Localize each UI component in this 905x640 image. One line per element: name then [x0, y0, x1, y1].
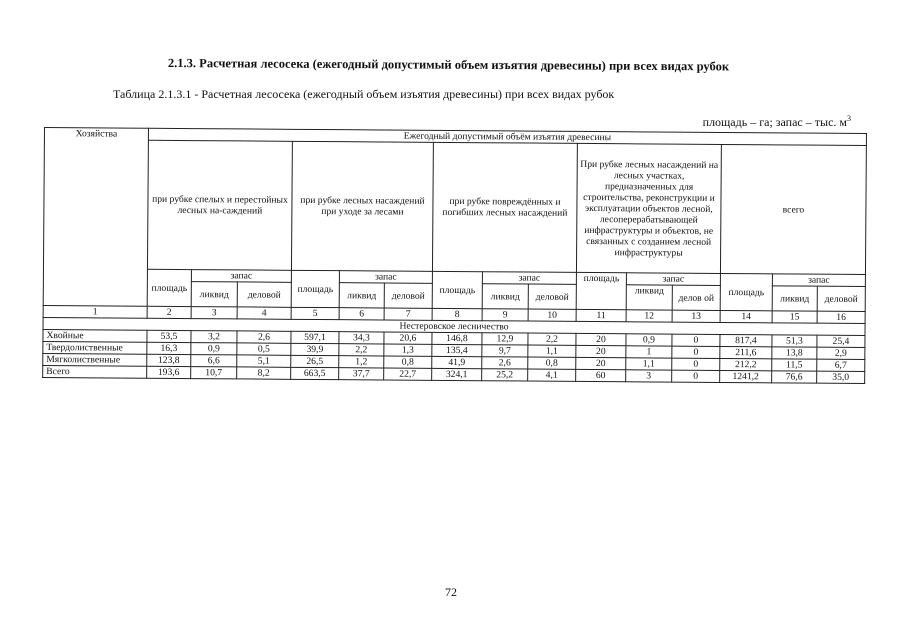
header-stock: запас — [626, 273, 720, 286]
header-liquid: ликвид — [626, 285, 672, 310]
column-number: 10 — [528, 309, 576, 321]
table-cell: 26,5 — [291, 355, 339, 367]
table-cell: 1,1 — [626, 358, 672, 370]
row-label: Мягколиственные — [43, 353, 147, 366]
row-label: Твердолиственные — [43, 341, 147, 354]
table-cell: 76,6 — [772, 371, 817, 383]
column-number: 15 — [772, 311, 817, 323]
table-cell: 0 — [672, 334, 720, 346]
table-cell: 212,2 — [720, 358, 772, 370]
table-cell: 10,7 — [191, 367, 237, 379]
table-cell: 35,0 — [817, 371, 865, 383]
page-number: 72 — [445, 585, 457, 599]
table-cell: 34,3 — [339, 332, 384, 344]
table-cell: 16,3 — [147, 342, 191, 354]
column-number: 6 — [339, 308, 384, 320]
table-cell: 193,6 — [147, 366, 191, 378]
table-cell: 3 — [626, 370, 672, 382]
table-cell: 0,8 — [384, 356, 432, 368]
header-business: делов ой — [672, 285, 720, 310]
table-cell: 135,4 — [432, 344, 482, 356]
table-cell: 13,8 — [772, 347, 817, 359]
table-cell: 1,2 — [339, 356, 384, 368]
table-cell: 0,5 — [237, 343, 291, 355]
table-cell: 20 — [576, 357, 626, 369]
header-business: деловой — [237, 282, 291, 307]
table-cell: 8,2 — [237, 367, 291, 379]
table-cell: 6,6 — [191, 355, 237, 367]
table-cell: 2,2 — [339, 344, 384, 356]
table-cell: 324,1 — [432, 368, 482, 380]
table-cell: 20 — [576, 345, 626, 357]
column-number: 8 — [432, 308, 482, 320]
table-cell: 597,1 — [291, 331, 339, 343]
table-cell: 0,8 — [528, 357, 576, 369]
column-number: 3 — [191, 307, 237, 319]
table-cell: 22,7 — [384, 368, 432, 380]
header-stock: запас — [772, 274, 865, 287]
table-cell: 123,8 — [147, 354, 191, 366]
column-number: 1 — [43, 305, 147, 318]
column-number: 2 — [147, 306, 191, 318]
table-cell: 5,1 — [237, 355, 291, 367]
header-farms: Хозяйства — [43, 128, 148, 307]
units-superscript: 3 — [847, 114, 851, 123]
table-cell: 6,7 — [817, 359, 865, 371]
table-cell: 1,3 — [384, 344, 432, 356]
table-cell: 3,2 — [191, 331, 237, 343]
header-row-2 — [43, 140, 866, 275]
header-area: площадь — [432, 271, 482, 308]
column-number: 14 — [720, 310, 772, 322]
table-cell: 20,6 — [384, 332, 432, 344]
table-cell: 2,9 — [817, 347, 865, 359]
table-cell: 51,3 — [772, 335, 817, 347]
header-liquid: ликвид — [191, 282, 237, 307]
header-group-mature: при рубке спелых и перестойных лесных на-саждений — [147, 140, 292, 270]
header-stock: запас — [339, 271, 432, 284]
header-business: деловой — [817, 286, 865, 311]
section-heading: 2.1.3. Расчетная лесосека (ежегодный допустимый объем изъятия древесины) при всех видах рубок — [167, 56, 730, 74]
header-area: площадь — [576, 272, 626, 309]
table-caption: Таблица 2.1.3.1 - Расчетная лесосека (ежегодный объем изъятия древесины) при всех видах рубок — [113, 87, 615, 101]
table-cell: 0 — [672, 358, 720, 370]
forestry-name: Нестеровское лесничество — [43, 317, 865, 335]
column-number: 16 — [817, 311, 865, 323]
column-number: 9 — [482, 309, 528, 321]
table-cell: 37,7 — [339, 368, 384, 380]
column-number: 4 — [237, 307, 291, 319]
table-cell: 0,9 — [626, 334, 672, 346]
table-cell: 2,2 — [528, 333, 576, 345]
table-cell: 25,4 — [817, 335, 865, 347]
table-cell: 663,5 — [291, 367, 339, 379]
row-label: Всего — [43, 365, 147, 378]
table-cell: 39,9 — [291, 343, 339, 355]
table-cell: 20 — [576, 333, 626, 345]
table-cell: 0 — [672, 346, 720, 358]
header-area: площадь — [720, 273, 772, 310]
header-stock: запас — [482, 272, 576, 285]
column-number: 13 — [672, 310, 720, 322]
header-group-infrastructure: При рубке лесных насаждений на лесных участках, предназначенных для строительства, реконструкции и эксплуатации объектов лесной, лесоперерабатывающей инфраструктуры и объектов, не связанных с созданием лесной инфраструктуры — [576, 143, 721, 273]
header-liquid: ликвид — [339, 283, 384, 308]
table-cell: 60 — [576, 369, 626, 381]
table-cell: 12,9 — [482, 333, 528, 345]
table-cell: 2,6 — [482, 357, 528, 369]
header-liquid: ликвид — [482, 284, 528, 309]
column-number: 12 — [626, 310, 672, 322]
table-cell: 1241,2 — [720, 370, 772, 382]
table-cell: 25,2 — [482, 369, 528, 381]
header-stock: запас — [191, 270, 291, 283]
table-cell: 41,9 — [432, 356, 482, 368]
header-liquid: ликвид — [772, 286, 817, 311]
header-area: площадь — [291, 270, 339, 307]
table-cell: 146,8 — [432, 332, 482, 344]
table-cell: 4,1 — [528, 369, 576, 381]
column-number: 7 — [384, 308, 432, 320]
header-area: площадь — [147, 269, 191, 306]
header-group-total: всего — [720, 144, 866, 274]
table-cell: 1 — [626, 346, 672, 358]
table-cell: 53,5 — [147, 330, 191, 342]
table-cell: 0,9 — [191, 343, 237, 355]
table-body — [43, 329, 865, 383]
table-cell: 1,1 — [528, 345, 576, 357]
table-cell: 817,4 — [720, 334, 772, 346]
harvest-table — [42, 127, 867, 384]
header-business: деловой — [384, 283, 432, 308]
column-number: 5 — [291, 307, 339, 319]
header-group-damaged: при рубке повреждённых и погибших лесных насаждений — [432, 142, 577, 272]
table-cell: 211,6 — [720, 346, 772, 358]
table-cell: 2,6 — [237, 331, 291, 343]
column-number: 11 — [576, 309, 626, 321]
header-group-thinning: при рубке лесных насаждений при уходе за лесами — [291, 141, 433, 271]
table-cell: 9,7 — [482, 345, 528, 357]
units-text: площадь – га; запас – тыс. м — [702, 115, 847, 129]
header-annual-volume: Ежегодный допустимый объём изъятия древесины — [148, 128, 866, 145]
table-container — [42, 127, 866, 384]
table-cell: 11,5 — [772, 359, 817, 371]
table-cell: 0 — [672, 370, 720, 382]
row-label: Хвойные — [43, 329, 147, 342]
header-business: деловой — [528, 284, 576, 309]
units-note — [703, 114, 851, 130]
